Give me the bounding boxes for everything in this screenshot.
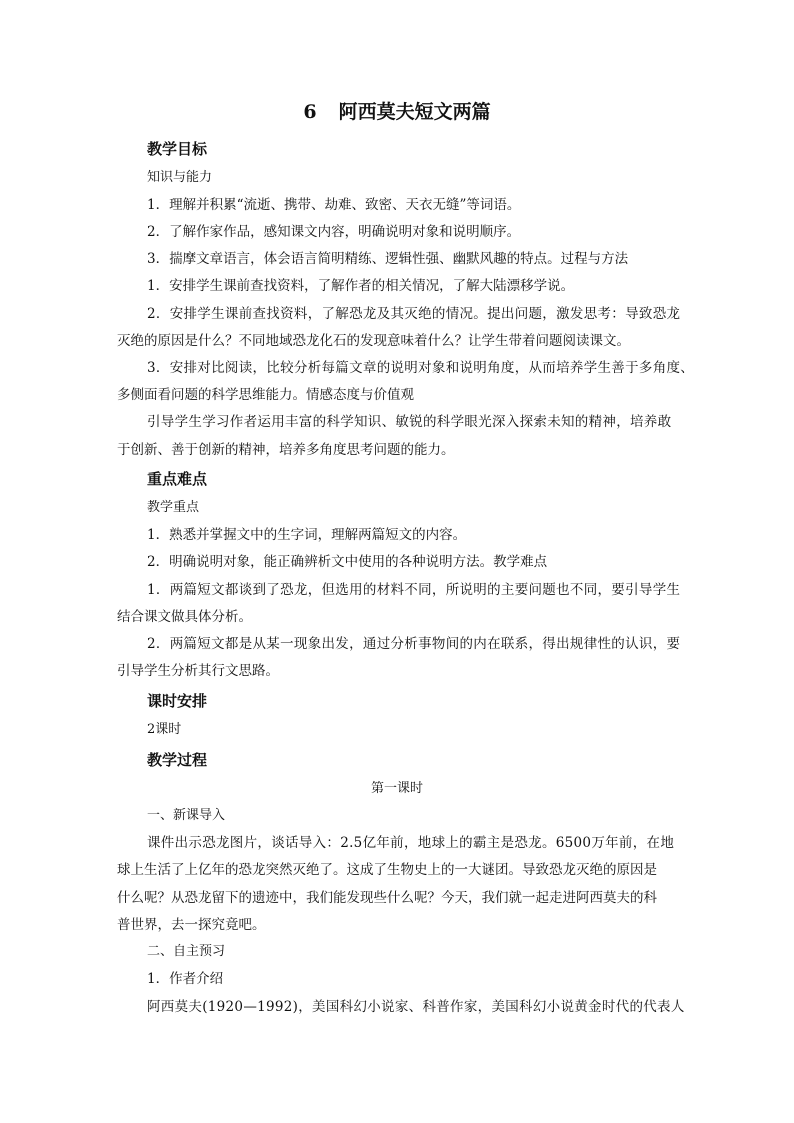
paragraph-line: 引导学生分析其行文思路。: [117, 663, 279, 679]
paragraph-line: 课件出示恐龙图片，谈话导入：2.5亿年前，地球上的霸主是恐龙。6500万年前，在地: [147, 835, 675, 851]
paragraph-line: 阿西莫夫(1920—1992)，美国科幻小说家、科普作家，美国科幻小说黄金时代的代表人: [147, 999, 685, 1015]
title-number: 6: [303, 101, 317, 123]
subheading-intro: 一、新课导入: [147, 808, 226, 823]
paragraph-line: 普世界，去一探究竟吧。: [117, 917, 266, 933]
paragraph-line: 3．揣摩文章语言，体会语言简明精练、逻辑性强、幽默风趣的特点。过程与方法: [147, 251, 629, 267]
paragraph-line: 球上生活了上亿年的恐龙突然灭绝了。这成了生物史上的一大谜团。导致恐龙灭绝的原因是: [117, 862, 657, 878]
paragraph-line: 2．明确说明对象，能正确辨析文中使用的各种说明方法。教学难点: [147, 554, 548, 570]
paragraph-line: 2．安排学生课前查找资料，了解恐龙及其灭绝的情况。提出问题，激发思考：导致恐龙: [147, 306, 681, 322]
paragraph-line: 2．两篇短文都是从某一现象出发，通过分析事物间的内在联系，得出规律性的认识，要: [147, 636, 681, 652]
paragraph-line: 3．安排对比阅读，比较分析每篇文章的说明对象和说明角度，从而培养学生善于多角度、: [147, 360, 695, 376]
subheading-knowledge: 知识与能力: [147, 170, 213, 185]
subheading-key-points: 教学重点: [147, 500, 200, 515]
section-heading-goals: 教学目标: [147, 140, 208, 158]
section-heading-process: 教学过程: [147, 751, 208, 769]
paragraph-line: 2．了解作家作品，感知课文内容，明确说明对象和说明顺序。: [147, 224, 521, 240]
schedule-value: 2课时: [147, 722, 182, 737]
paragraph-line: 什么呢？从恐龙留下的遗迹中，我们能发现些什么呢？今天，我们就一起走进阿西莫夫的科: [117, 890, 657, 906]
section-heading-schedule: 课时安排: [147, 692, 208, 710]
title-text: 阿西莫夫短文两篇: [338, 101, 491, 123]
paragraph-line: 1．熟悉并掌握文中的生字词，理解两篇短文的内容。: [147, 527, 467, 543]
paragraph-line: 1．安排学生课前查找资料，了解作者的相关情况，了解大陆漂移学说。: [147, 278, 575, 294]
lesson-label: 第一课时: [370, 781, 423, 796]
paragraph-line: 灭绝的原因是什么？不同地域恐龙化石的发现意味着什么？让学生带着问题阅读课文。: [117, 333, 630, 349]
subheading-preview: 二、自主预习: [147, 944, 226, 959]
paragraph-line: 1．两篇短文都谈到了恐龙，但选用的材料不同，所说明的主要问题也不同，要引导学生: [147, 582, 681, 598]
paragraph-line: 结合课文做具体分析。: [117, 609, 252, 625]
section-heading-key: 重点难点: [147, 470, 208, 488]
subheading-author: 1．作者介绍: [147, 971, 224, 987]
paragraph-line: 多侧面看问题的科学思维能力。情感态度与价值观: [117, 387, 414, 403]
page-title: [0, 100, 794, 124]
paragraph-line: 引导学生学习作者运用丰富的科学知识、敏锐的科学眼光深入探索未知的精神，培养敢: [147, 414, 672, 430]
paragraph-line: 1．理解并积累“流逝、携带、劫难、致密、天衣无缝”等词语。: [147, 197, 521, 213]
paragraph-line: 于创新、善于创新的精神，培养多角度思考问题的能力。: [117, 442, 455, 458]
